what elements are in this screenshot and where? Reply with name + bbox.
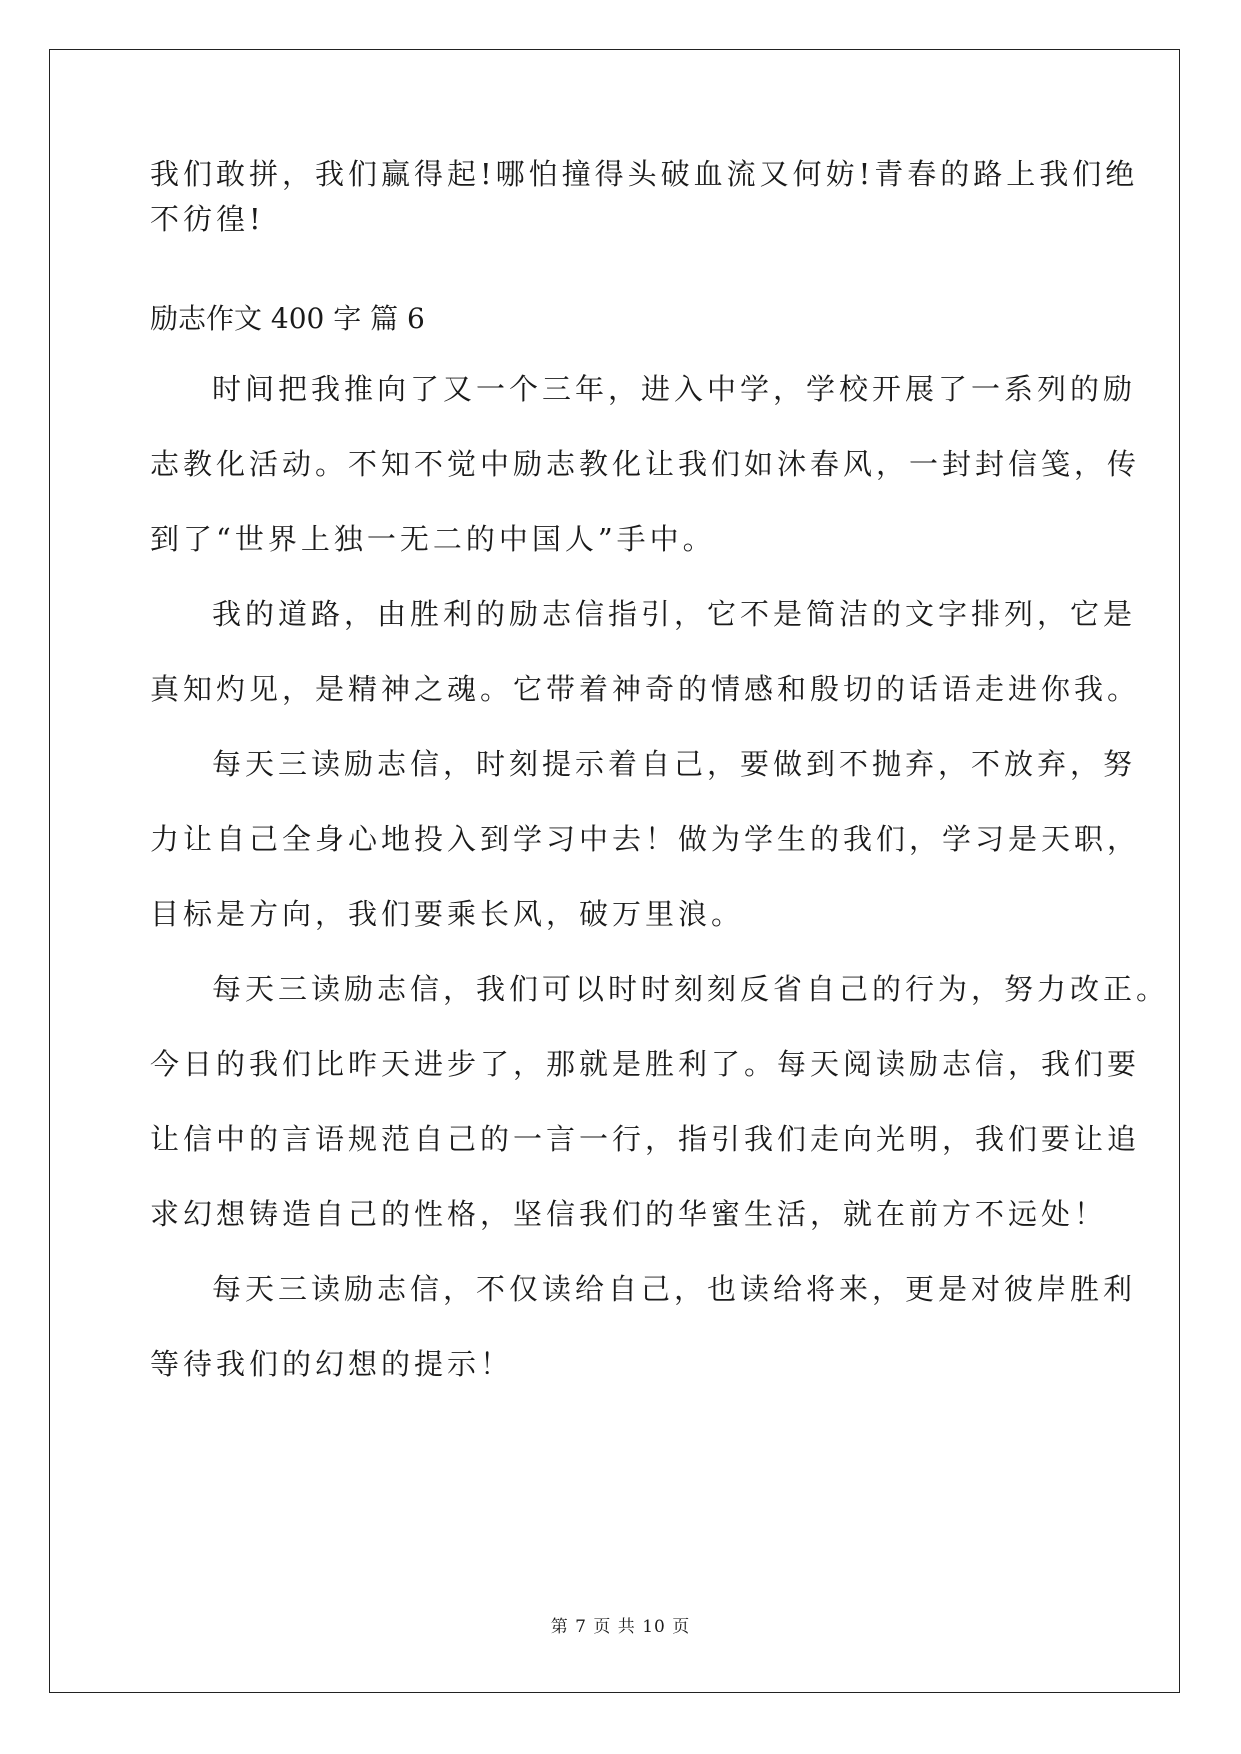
- paragraph-start-line: 每天三读励志信，不仅读给自己，也读给将来，更是对彼岸胜利: [212, 1272, 1137, 1306]
- text-line: 求幻想铸造自己的性格，坚信我们的华蜜生活，就在前方不远处！: [150, 1197, 1108, 1231]
- text-line: 等待我们的幻想的提示！: [150, 1347, 514, 1381]
- paragraph-start-line: 每天三读励志信，我们可以时时刻刻反省自己的行为，努力改正。: [212, 972, 1170, 1006]
- text-line: 到了“世界上独一无二的中国人”手中。: [150, 522, 716, 556]
- page-border: [49, 49, 1180, 1693]
- page-number-footer: 第 7 页 共 10 页: [550, 1617, 691, 1637]
- text-line: 今日的我们比昨天进步了，那就是胜利了。每天阅读励志信，我们要: [150, 1047, 1141, 1081]
- text-line: 志教化活动。不知不觉中励志教化让我们如沐春风，一封封信笺，传: [150, 447, 1141, 481]
- text-line: 目标是方向，我们要乘长风，破万里浪。: [150, 897, 745, 931]
- paragraph-start-line: 每天三读励志信，时刻提示着自己，要做到不抛弃，不放弃，努: [212, 747, 1137, 781]
- paragraph-start-line: 时间把我推向了又一个三年，进入中学，学校开展了一系列的励: [212, 372, 1137, 406]
- section-heading: 励志作文 400 字 篇 6: [150, 302, 425, 335]
- text-line: 我们敢拼，我们赢得起!哪怕撞得头破血流又何妨!青春的路上我们绝: [150, 157, 1139, 191]
- paragraph-start-line: 我的道路，由胜利的励志信指引，它不是简洁的文字排列，它是: [212, 597, 1137, 631]
- text-line: 不彷徨!: [150, 202, 265, 236]
- text-line: 真知灼见，是精神之魂。它带着神奇的情感和殷切的话语走进你我。: [150, 672, 1141, 706]
- text-line: 让信中的言语规范自己的一言一行，指引我们走向光明，我们要让追: [150, 1122, 1141, 1156]
- text-line: 力让自己全身心地投入到学习中去！做为学生的我们，学习是天职，: [150, 822, 1141, 856]
